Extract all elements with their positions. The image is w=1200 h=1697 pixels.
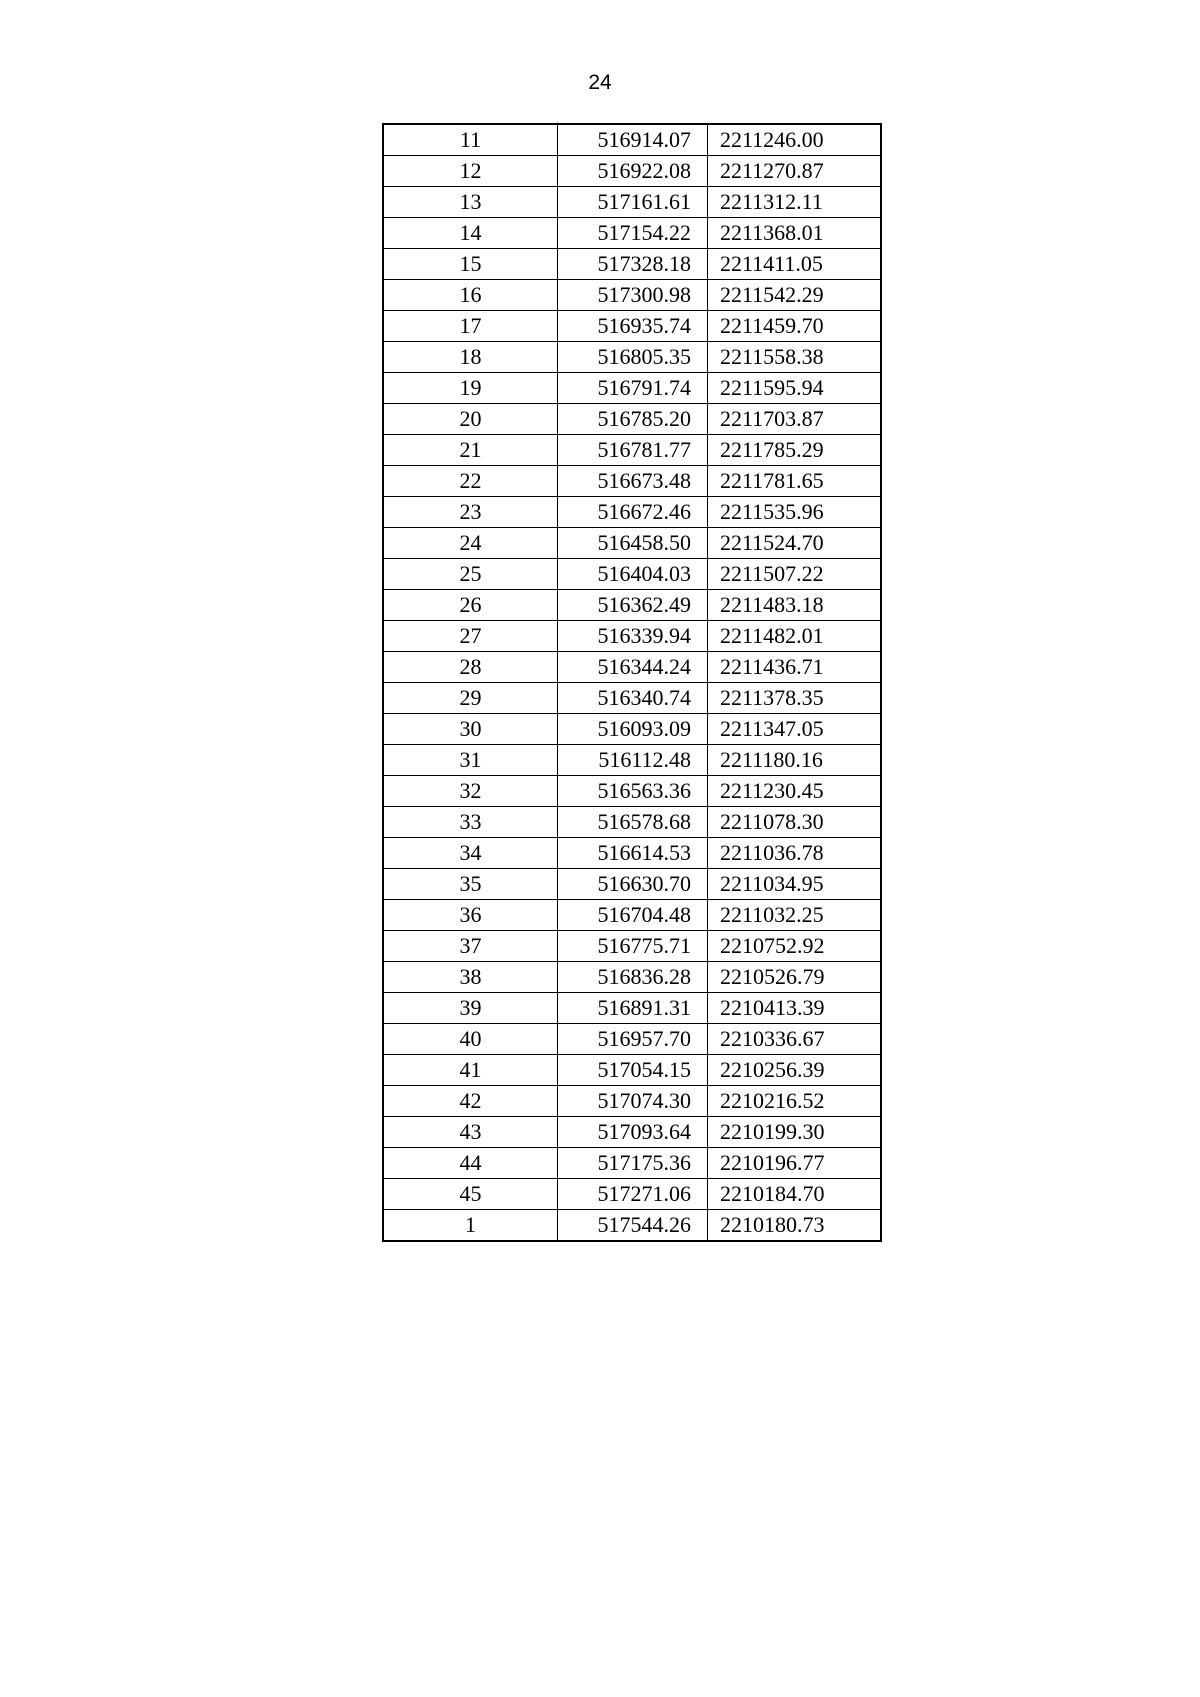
table-row	[383, 249, 881, 280]
table-row	[383, 1148, 881, 1179]
x-coordinate-cell: 516791.74	[558, 373, 708, 404]
point-number-cell: 1	[383, 1210, 558, 1242]
point-number-cell: 35	[383, 869, 558, 900]
point-number-cell: 30	[383, 714, 558, 745]
x-coordinate-cell: 516922.08	[558, 156, 708, 187]
table-row	[383, 187, 881, 218]
table-row	[383, 993, 881, 1024]
table-row	[383, 652, 881, 683]
point-number-cell: 16	[383, 280, 558, 311]
y-coordinate-cell: 2210216.52	[708, 1086, 882, 1117]
point-number-cell: 14	[383, 218, 558, 249]
table-row	[383, 1117, 881, 1148]
table-row	[383, 590, 881, 621]
point-number-cell: 12	[383, 156, 558, 187]
x-coordinate-cell: 516891.31	[558, 993, 708, 1024]
x-coordinate-cell: 516914.07	[558, 124, 708, 156]
y-coordinate-cell: 2210336.67	[708, 1024, 882, 1055]
x-coordinate-cell: 517054.15	[558, 1055, 708, 1086]
point-number-cell: 43	[383, 1117, 558, 1148]
table-row	[383, 435, 881, 466]
x-coordinate-cell: 516339.94	[558, 621, 708, 652]
table-row	[383, 962, 881, 993]
y-coordinate-cell: 2210413.39	[708, 993, 882, 1024]
x-coordinate-cell: 516362.49	[558, 590, 708, 621]
point-number-cell: 32	[383, 776, 558, 807]
y-coordinate-cell: 2211459.70	[708, 311, 882, 342]
y-coordinate-cell: 2211036.78	[708, 838, 882, 869]
y-coordinate-cell: 2211595.94	[708, 373, 882, 404]
y-coordinate-cell: 2211034.95	[708, 869, 882, 900]
y-coordinate-cell: 2211180.16	[708, 745, 882, 776]
x-coordinate-cell: 516578.68	[558, 807, 708, 838]
point-number-cell: 42	[383, 1086, 558, 1117]
x-coordinate-cell: 516704.48	[558, 900, 708, 931]
point-number-cell: 45	[383, 1179, 558, 1210]
point-number-cell: 41	[383, 1055, 558, 1086]
table-row	[383, 900, 881, 931]
y-coordinate-cell: 2211411.05	[708, 249, 882, 280]
y-coordinate-cell: 2211078.30	[708, 807, 882, 838]
point-number-cell: 18	[383, 342, 558, 373]
point-number-cell: 38	[383, 962, 558, 993]
table-row	[383, 621, 881, 652]
table-row	[383, 807, 881, 838]
table-row	[383, 373, 881, 404]
y-coordinate-cell: 2211347.05	[708, 714, 882, 745]
table-row	[383, 497, 881, 528]
y-coordinate-cell: 2211368.01	[708, 218, 882, 249]
x-coordinate-cell: 516458.50	[558, 528, 708, 559]
y-coordinate-cell: 2211542.29	[708, 280, 882, 311]
y-coordinate-cell: 2211482.01	[708, 621, 882, 652]
x-coordinate-cell: 516775.71	[558, 931, 708, 962]
point-number-cell: 28	[383, 652, 558, 683]
y-coordinate-cell: 2211535.96	[708, 497, 882, 528]
table-row	[383, 1024, 881, 1055]
x-coordinate-cell: 517271.06	[558, 1179, 708, 1210]
y-coordinate-cell: 2211524.70	[708, 528, 882, 559]
x-coordinate-cell: 516093.09	[558, 714, 708, 745]
x-coordinate-cell: 516404.03	[558, 559, 708, 590]
table-row	[383, 559, 881, 590]
table-row	[383, 528, 881, 559]
table-row	[383, 838, 881, 869]
point-number-cell: 33	[383, 807, 558, 838]
y-coordinate-cell: 2211230.45	[708, 776, 882, 807]
point-number-cell: 26	[383, 590, 558, 621]
table-row	[383, 1086, 881, 1117]
table-row	[383, 1179, 881, 1210]
table-row	[383, 714, 881, 745]
x-coordinate-cell: 517544.26	[558, 1210, 708, 1242]
point-number-cell: 40	[383, 1024, 558, 1055]
x-coordinate-cell: 516614.53	[558, 838, 708, 869]
y-coordinate-cell: 2211483.18	[708, 590, 882, 621]
table-row	[383, 342, 881, 373]
x-coordinate-cell: 516672.46	[558, 497, 708, 528]
x-coordinate-cell: 516112.48	[558, 745, 708, 776]
x-coordinate-cell: 516935.74	[558, 311, 708, 342]
y-coordinate-cell: 2211436.71	[708, 652, 882, 683]
table-row	[383, 745, 881, 776]
point-number-cell: 31	[383, 745, 558, 776]
y-coordinate-cell: 2210256.39	[708, 1055, 882, 1086]
x-coordinate-cell: 516630.70	[558, 869, 708, 900]
y-coordinate-cell: 2210526.79	[708, 962, 882, 993]
table-row	[383, 931, 881, 962]
y-coordinate-cell: 2210180.73	[708, 1210, 882, 1242]
y-coordinate-cell: 2211558.38	[708, 342, 882, 373]
x-coordinate-cell: 517093.64	[558, 1117, 708, 1148]
point-number-cell: 21	[383, 435, 558, 466]
table-row	[383, 1055, 881, 1086]
x-coordinate-cell: 516340.74	[558, 683, 708, 714]
point-number-cell: 13	[383, 187, 558, 218]
point-number-cell: 24	[383, 528, 558, 559]
y-coordinate-cell: 2211312.11	[708, 187, 882, 218]
table-row	[383, 124, 881, 156]
y-coordinate-cell: 2211270.87	[708, 156, 882, 187]
point-number-cell: 34	[383, 838, 558, 869]
x-coordinate-cell: 516836.28	[558, 962, 708, 993]
y-coordinate-cell: 2211703.87	[708, 404, 882, 435]
table-row	[383, 280, 881, 311]
point-number-cell: 44	[383, 1148, 558, 1179]
page-number: 24	[588, 71, 612, 94]
point-number-cell: 36	[383, 900, 558, 931]
table-row	[383, 218, 881, 249]
y-coordinate-cell: 2211781.65	[708, 466, 882, 497]
point-number-cell: 25	[383, 559, 558, 590]
x-coordinate-cell: 517154.22	[558, 218, 708, 249]
table-row	[383, 776, 881, 807]
table-body	[383, 124, 881, 1241]
point-number-cell: 17	[383, 311, 558, 342]
x-coordinate-cell: 516957.70	[558, 1024, 708, 1055]
x-coordinate-cell: 516785.20	[558, 404, 708, 435]
point-number-cell: 29	[383, 683, 558, 714]
x-coordinate-cell: 517175.36	[558, 1148, 708, 1179]
y-coordinate-cell: 2211378.35	[708, 683, 882, 714]
table-row	[383, 404, 881, 435]
point-number-cell: 27	[383, 621, 558, 652]
point-number-cell: 37	[383, 931, 558, 962]
x-coordinate-cell: 516344.24	[558, 652, 708, 683]
y-coordinate-cell: 2210196.77	[708, 1148, 882, 1179]
table-row	[383, 683, 881, 714]
coordinates-table	[382, 123, 882, 1242]
y-coordinate-cell: 2210199.30	[708, 1117, 882, 1148]
x-coordinate-cell: 516805.35	[558, 342, 708, 373]
table-row	[383, 156, 881, 187]
x-coordinate-cell: 517300.98	[558, 280, 708, 311]
x-coordinate-cell: 517161.61	[558, 187, 708, 218]
x-coordinate-cell: 516673.48	[558, 466, 708, 497]
x-coordinate-cell: 517328.18	[558, 249, 708, 280]
point-number-cell: 19	[383, 373, 558, 404]
point-number-cell: 20	[383, 404, 558, 435]
point-number-cell: 15	[383, 249, 558, 280]
x-coordinate-cell: 516781.77	[558, 435, 708, 466]
y-coordinate-cell: 2210752.92	[708, 931, 882, 962]
point-number-cell: 11	[383, 124, 558, 156]
y-coordinate-cell: 2210184.70	[708, 1179, 882, 1210]
table-row	[383, 1210, 881, 1242]
x-coordinate-cell: 517074.30	[558, 1086, 708, 1117]
y-coordinate-cell: 2211246.00	[708, 124, 882, 156]
table-row	[383, 869, 881, 900]
x-coordinate-cell: 516563.36	[558, 776, 708, 807]
table-row	[383, 311, 881, 342]
y-coordinate-cell: 2211032.25	[708, 900, 882, 931]
y-coordinate-cell: 2211507.22	[708, 559, 882, 590]
point-number-cell: 22	[383, 466, 558, 497]
table-row	[383, 466, 881, 497]
point-number-cell: 23	[383, 497, 558, 528]
y-coordinate-cell: 2211785.29	[708, 435, 882, 466]
point-number-cell: 39	[383, 993, 558, 1024]
